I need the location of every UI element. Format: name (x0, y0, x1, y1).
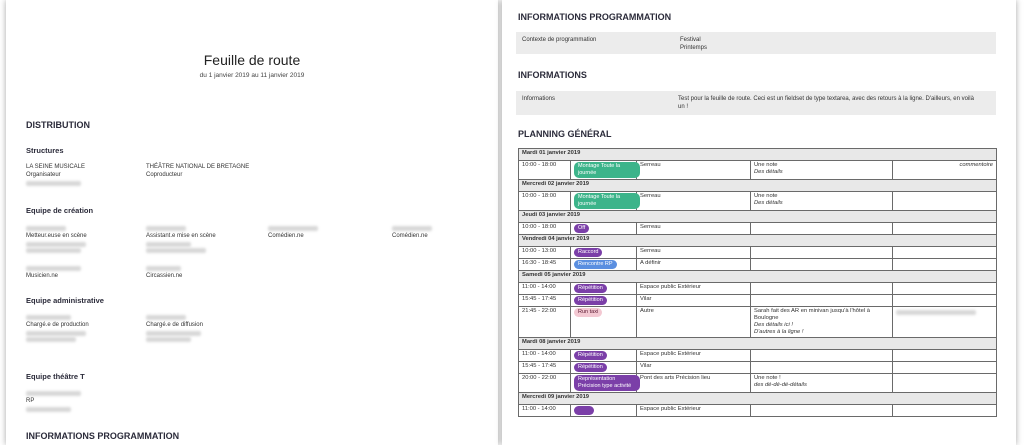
informations-box (516, 91, 996, 115)
heading-theatre-team: Equipe théâtre T (26, 372, 85, 381)
day-row: Mercredi 02 janvier 2019 (519, 180, 997, 192)
activity-badge (574, 406, 594, 415)
day-row: Vendredi 04 janvier 2019 (519, 235, 997, 247)
activity-badge: Répétition (574, 296, 607, 305)
document-title: Feuille de route (203, 52, 301, 68)
activity-badge: Run taxi (574, 308, 602, 317)
document-page-left (6, 0, 498, 445)
table-row: 15:45 - 17:45 Répétition Vilar (519, 362, 997, 374)
table-row: 11:00 - 14:00 Espace public Extérieur (519, 405, 997, 417)
table-row: 10:00 - 18:00 Montage Toute la journée Serreau Une note Des détails (519, 192, 997, 211)
day-row: Samedi 05 janvier 2019 (519, 271, 997, 283)
document-page-right (502, 0, 1016, 445)
activity-badge: Rencontre RP (574, 260, 617, 269)
prog-context-values: Festival Printemps (680, 37, 708, 51)
heading-admin: Equipe administrative (26, 296, 104, 305)
table-row: 16:30 - 18:45 Rencontre RP A définir (519, 259, 997, 271)
activity-badge: Représentation Précision type activité (574, 375, 640, 391)
redacted-text (26, 181, 81, 186)
table-row: 10:00 - 13:00 Raccord Serreau (519, 247, 997, 259)
theatre-member-1: RP (26, 389, 136, 413)
informations-value: Test pour la feuille de route. Ceci est un fieldset de type textarea, avec des retours à la ligne. D'ailleurs, en voilà un ! (678, 96, 974, 110)
activity-badge: Répétition (574, 284, 607, 293)
structure-2: THÉÂTRE NATIONAL DE BRETAGNE Coproducteur (146, 164, 250, 178)
day-row: Mardi 01 janvier 2019 (519, 149, 997, 161)
heading-structures: Structures (26, 146, 64, 155)
redacted-text (896, 310, 976, 315)
table-row: 11:00 - 14:00 Répétition Espace public Extérieur (519, 283, 997, 295)
informations-label: Informations (522, 96, 556, 102)
creation-member-5: Musicien.ne (26, 264, 136, 280)
activity-badge: Off (574, 224, 589, 233)
creation-member-6: Circassien.ne (146, 264, 256, 280)
section-info-prog-left: INFORMATIONS PROGRAMMATION (26, 431, 180, 441)
activity-badge: Montage Toute la journée (574, 193, 640, 209)
document-date-range: du 1 janvier 2019 au 11 janvier 2019 (199, 72, 305, 79)
day-row: Jeudi 03 janvier 2019 (519, 211, 997, 223)
table-row: 20:00 - 22:00 Représentation Précision type activité Pont des arts Précision lieu Une note ! des dé-dé-dé-détails (519, 374, 997, 393)
creation-member-4: Comédien.ne (392, 224, 482, 240)
activity-badge: Répétition (574, 363, 607, 372)
table-row: 15:45 - 17:45 Répétition Vilar (519, 295, 997, 307)
structure-1: LA SEINE MUSICALE Organisateur (26, 163, 136, 187)
heading-creation: Equipe de création (26, 206, 94, 215)
creation-member-1: Metteur.euse en scène (26, 224, 136, 255)
creation-member-2: Assistant.e mise en scène (146, 224, 256, 255)
admin-member-1: Chargé.e de production (26, 313, 136, 344)
section-distribution: DISTRIBUTION (26, 120, 90, 130)
day-row: Mardi 08 janvier 2019 (519, 338, 997, 350)
table-row: 10:00 - 18:00 Montage Toute la journée Serreau Une note Des détails commentoire (519, 161, 997, 180)
section-informations: INFORMATIONS (518, 70, 587, 80)
section-planning: PLANNING GÉNÉRAL (518, 129, 612, 139)
admin-member-2: Chargé.e de diffusion (146, 313, 256, 344)
day-row: Mercredi 09 janvier 2019 (519, 393, 997, 405)
prog-context-label: Contexte de programmation (522, 37, 597, 43)
creation-member-3: Comédien.ne (268, 224, 368, 240)
activity-badge: Répétition (574, 351, 607, 360)
activity-badge: Raccord (574, 248, 602, 257)
activity-badge: Montage Toute la journée (574, 162, 640, 178)
table-row: 10:00 - 18:00 Off Serreau (519, 223, 997, 235)
table-row: 11:00 - 14:00 Répétition Espace public Extérieur (519, 350, 997, 362)
section-info-prog: INFORMATIONS PROGRAMMATION (518, 12, 672, 22)
prog-context-box (516, 32, 996, 54)
planning-table (518, 148, 997, 417)
table-row: 21:45 - 22:00 Run taxi Autre Sarah fait des AR en minivan jusqu'à l'hôtel à Boulogne Des détails ici ! D'autres à la ligne ! (519, 307, 997, 338)
